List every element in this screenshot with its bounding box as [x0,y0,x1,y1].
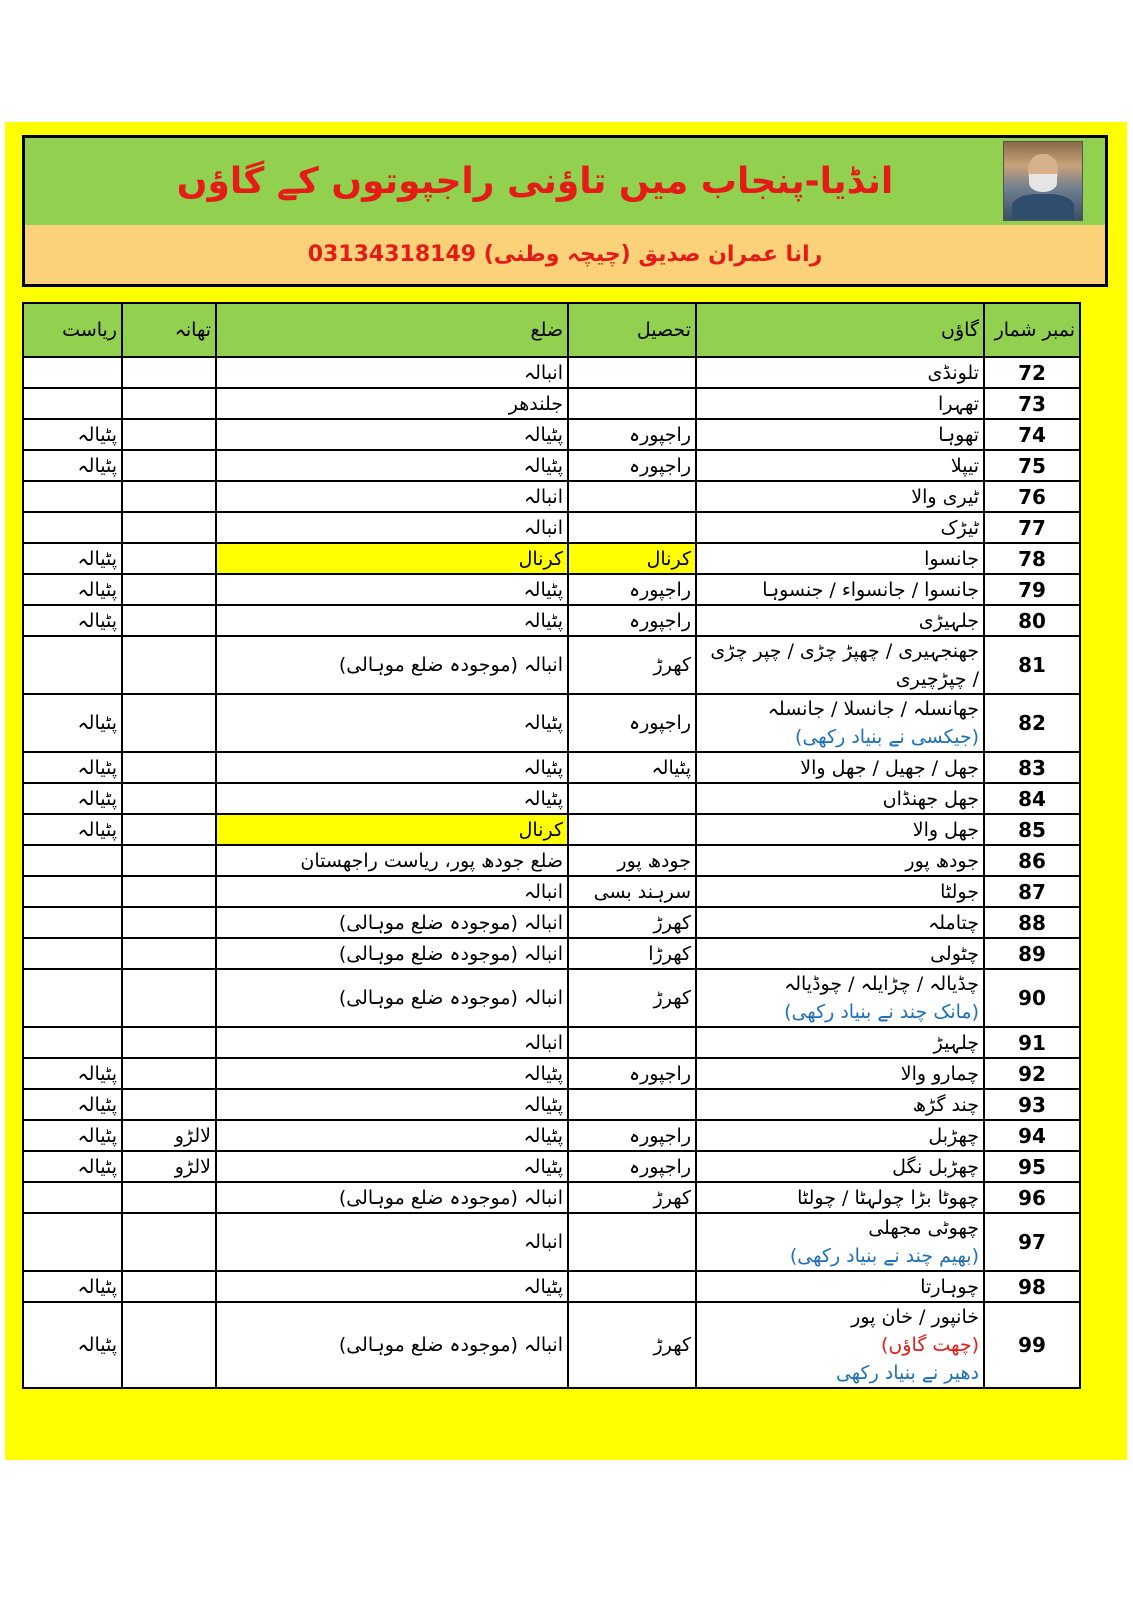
table-row [23,1213,1080,1271]
cell-district: انبالہ (موجودہ ضلع موہالی) [216,1182,568,1213]
cell-state: پٹیالہ [23,1058,122,1089]
cell-district: انبالہ [216,481,568,512]
cell-village [696,876,984,907]
cell-tehsil: کھرڑ [568,1182,696,1213]
cell-village [696,1058,984,1089]
table-row [23,907,1080,938]
cell-district: پٹیالہ [216,419,568,450]
cell-serial: 88 [984,907,1080,938]
table-row [23,636,1080,694]
table-row [23,752,1080,783]
village-name: ٹیڑک [940,516,979,539]
village-name: جانسوا [924,547,979,570]
cell-tehsil: پٹیالہ [568,752,696,783]
cell-state: پٹیالہ [23,1302,122,1388]
cell-police-station [122,450,216,481]
cell-district: ضلع جودھ پور، ریاست راجھستان [216,845,568,876]
cell-state [23,876,122,907]
cell-district: پٹیالہ [216,752,568,783]
cell-state [23,845,122,876]
cell-tehsil [568,512,696,543]
cell-police-station [122,419,216,450]
table-row [23,450,1080,481]
cell-village [696,1151,984,1182]
cell-state: پٹیالہ [23,1089,122,1120]
cell-tehsil: کرنال [568,543,696,574]
village-name: جھل / جھیل / جھل والا [800,756,979,779]
cell-village [696,938,984,969]
cell-police-station [122,574,216,605]
village-name: چٹولی [930,942,979,965]
table-row [23,1151,1080,1182]
cell-state: پٹیالہ [23,543,122,574]
village-name: چلہیڑ [933,1031,979,1054]
col-village: گاؤں [696,303,984,357]
cell-tehsil [568,814,696,845]
table-row [23,1058,1080,1089]
author-contact: رانا عمران صدیق (چیچہ وطنی) 03134318149 [307,242,823,267]
cell-district: انبالہ (موجودہ ضلع موہالی) [216,907,568,938]
villages-table [22,302,1081,1389]
cell-police-station [122,694,216,752]
table-row [23,1089,1080,1120]
table-row [23,512,1080,543]
cell-state [23,907,122,938]
village-name: تیپلا [950,454,979,477]
cell-serial: 90 [984,969,1080,1027]
table-row [23,694,1080,752]
cell-village [696,1120,984,1151]
cell-serial: 96 [984,1182,1080,1213]
cell-village [696,1089,984,1120]
village-name: جودھ پور [905,849,979,872]
cell-serial: 78 [984,543,1080,574]
cell-state: پٹیالہ [23,1151,122,1182]
table-row [23,1302,1080,1388]
cell-state [23,1182,122,1213]
cell-serial: 93 [984,1089,1080,1120]
cell-police-station [122,512,216,543]
cell-tehsil: راجپورہ [568,450,696,481]
cell-serial: 85 [984,814,1080,845]
cell-police-station: لالڑو [122,1151,216,1182]
village-name: جھل والا [912,818,979,841]
cell-tehsil [568,1271,696,1302]
cell-police-station [122,357,216,388]
cell-tehsil [568,1089,696,1120]
cell-district: انبالہ [216,512,568,543]
village-name: چھوٹی مجھلی [868,1217,979,1239]
shirt-shape [1012,194,1074,221]
cell-tehsil: راجپورہ [568,574,696,605]
cell-village [696,814,984,845]
beard-shape [1029,174,1057,192]
cell-police-station [122,1089,216,1120]
table-row [23,845,1080,876]
cell-state [23,636,122,694]
cell-tehsil [568,1213,696,1271]
cell-village [696,752,984,783]
cell-serial: 89 [984,938,1080,969]
cell-district: انبالہ [216,1213,568,1271]
cell-serial: 76 [984,481,1080,512]
cell-serial: 79 [984,574,1080,605]
cell-serial: 72 [984,357,1080,388]
cell-police-station [122,605,216,636]
cell-serial: 98 [984,1271,1080,1302]
cell-state [23,512,122,543]
village-founder-note: (مانک چند نے بنیاد رکھی) [784,1001,979,1023]
cell-state: پٹیالہ [23,574,122,605]
table-row [23,357,1080,388]
cell-police-station [122,938,216,969]
table-row [23,1271,1080,1302]
cell-tehsil [568,1027,696,1058]
cell-serial: 84 [984,783,1080,814]
cell-serial: 97 [984,1213,1080,1271]
cell-village [696,1182,984,1213]
table-row [23,605,1080,636]
village-name: تلونڈی [927,361,979,384]
cell-district: پٹیالہ [216,694,568,752]
cell-district: پٹیالہ [216,1089,568,1120]
cell-district: پٹیالہ [216,574,568,605]
cell-state [23,481,122,512]
village-name: جھانسلہ / جانسلا / جانسلہ [767,698,979,720]
cell-serial: 86 [984,845,1080,876]
table-row [23,481,1080,512]
table-header-row [23,303,1080,357]
cell-village [696,605,984,636]
village-name: چند گڑھ [912,1093,979,1116]
cell-village [696,1027,984,1058]
cell-village [696,574,984,605]
cell-district: پٹیالہ [216,450,568,481]
village-name: تھوہا [938,423,979,446]
cell-district: پٹیالہ [216,1151,568,1182]
cell-state: پٹیالہ [23,419,122,450]
cell-serial: 73 [984,388,1080,419]
village-name: تھہرا [938,392,979,415]
cell-district: انبالہ (موجودہ ضلع موہالی) [216,1302,568,1388]
cell-tehsil: سرہند بسی [568,876,696,907]
village-name: چوہارتا [920,1275,979,1298]
table-row [23,419,1080,450]
contact-band [25,225,1105,284]
cell-police-station [122,845,216,876]
cell-police-station [122,1058,216,1089]
cell-district: انبالہ [216,876,568,907]
cell-village [696,1302,984,1388]
cell-state: پٹیالہ [23,783,122,814]
cell-state: پٹیالہ [23,1271,122,1302]
cell-state [23,1213,122,1271]
cell-tehsil: راجپورہ [568,419,696,450]
cell-district: انبالہ [216,357,568,388]
cell-village [696,845,984,876]
title-band [25,138,1105,227]
cell-tehsil: کھرڑ [568,969,696,1027]
col-serial: نمبر شمار [984,303,1080,357]
cell-serial: 74 [984,419,1080,450]
cell-state [23,938,122,969]
cell-district: انبالہ (موجودہ ضلع موہالی) [216,969,568,1027]
cell-serial: 75 [984,450,1080,481]
cell-tehsil: کھرڑ [568,1302,696,1388]
cell-state: پٹیالہ [23,814,122,845]
cell-district: انبالہ (موجودہ ضلع موہالی) [216,636,568,694]
cell-tehsil: کھرڑ [568,907,696,938]
cell-police-station [122,876,216,907]
cell-police-station [122,783,216,814]
table-row [23,543,1080,574]
cell-police-station [122,969,216,1027]
table-row [23,1027,1080,1058]
cell-state: پٹیالہ [23,752,122,783]
cell-police-station [122,1027,216,1058]
cell-tehsil [568,783,696,814]
village-red-note: (چھت گاؤں) [881,1334,979,1356]
cell-serial: 99 [984,1302,1080,1388]
col-police-station: تھانہ [122,303,216,357]
cell-district: کرنال [216,543,568,574]
cell-district: انبالہ (موجودہ ضلع موہالی) [216,938,568,969]
village-name: جولٹا [940,880,979,903]
cell-police-station [122,388,216,419]
village-founder-note: (بھیم چند نے بنیاد رکھی) [789,1245,979,1267]
cell-state: پٹیالہ [23,1120,122,1151]
col-tehsil: تحصیل [568,303,696,357]
cell-state: پٹیالہ [23,450,122,481]
cell-serial: 87 [984,876,1080,907]
cell-village [696,694,984,752]
village-name: چمارو والا [900,1062,979,1085]
cell-tehsil: راجپورہ [568,694,696,752]
cell-district: پٹیالہ [216,1271,568,1302]
cell-tehsil: کھرڑا [568,938,696,969]
cell-village [696,969,984,1027]
cell-village [696,636,984,694]
village-name: چھوٹا بڑا چولہٹا / چولٹا [797,1186,979,1209]
cell-serial: 91 [984,1027,1080,1058]
cell-tehsil [568,481,696,512]
cell-state [23,357,122,388]
table-row [23,783,1080,814]
cell-serial: 94 [984,1120,1080,1151]
cell-serial: 92 [984,1058,1080,1089]
cell-tehsil: راجپورہ [568,605,696,636]
cell-district: جلندھر [216,388,568,419]
author-photo [1003,141,1083,221]
village-founder-note: (جیکسی نے بنیاد رکھی) [795,726,979,748]
cell-serial: 80 [984,605,1080,636]
cell-district: پٹیالہ [216,605,568,636]
cell-district: پٹیالہ [216,1120,568,1151]
cell-village [696,1271,984,1302]
cell-serial: 82 [984,694,1080,752]
cell-tehsil: راجپورہ [568,1058,696,1089]
cell-village [696,450,984,481]
cell-police-station: لالڑو [122,1120,216,1151]
cell-tehsil: جودھ پور [568,845,696,876]
cell-police-station [122,543,216,574]
cell-district: پٹیالہ [216,1058,568,1089]
table-row [23,1182,1080,1213]
cell-tehsil [568,388,696,419]
cell-village [696,783,984,814]
cell-state [23,1027,122,1058]
cell-tehsil [568,357,696,388]
village-name: چھڑبل نگل [892,1155,979,1178]
table-row [23,876,1080,907]
village-founder-note: دھیر نے بنیاد رکھی [835,1362,979,1384]
col-state: ریاست [23,303,122,357]
village-name: خانپور / خان پور [851,1306,979,1328]
cell-district: کرنال [216,814,568,845]
village-name: ٹیری والا [911,485,979,508]
cell-police-station [122,1182,216,1213]
cell-police-station [122,636,216,694]
cell-village [696,419,984,450]
cell-police-station [122,481,216,512]
cell-village [696,481,984,512]
table-row [23,814,1080,845]
cell-tehsil: کھرڑ [568,636,696,694]
cell-police-station [122,1302,216,1388]
table-row [23,969,1080,1027]
table-row [23,388,1080,419]
cell-state [23,969,122,1027]
cell-village [696,357,984,388]
cell-village [696,1213,984,1271]
cell-police-station [122,1213,216,1271]
cell-village [696,512,984,543]
village-name: جانسوا / جانسواء / جنسوہا [762,578,979,601]
village-name: چتاملہ [928,911,979,934]
cell-district: پٹیالہ [216,783,568,814]
village-name: جلہیڑی [918,609,979,632]
cell-serial: 83 [984,752,1080,783]
table-row [23,938,1080,969]
col-district: ضلع [216,303,568,357]
cell-state: پٹیالہ [23,694,122,752]
village-name: جھنجہیری / چھپڑ چڑی / چپر چڑی / چپڑچیری [710,640,979,690]
cell-district: انبالہ [216,1027,568,1058]
cell-police-station [122,907,216,938]
cell-tehsil: راجپورہ [568,1120,696,1151]
cell-state [23,388,122,419]
cell-village [696,907,984,938]
cell-serial: 95 [984,1151,1080,1182]
cell-serial: 77 [984,512,1080,543]
cell-village [696,543,984,574]
cell-tehsil: راجپورہ [568,1151,696,1182]
header [22,135,1108,287]
table-row [23,574,1080,605]
page-title: انڈیا-پنجاب میں تاؤنی راجپوتوں کے گاؤں [176,161,894,202]
cell-village [696,388,984,419]
village-name: چڈیالہ / چڑایلہ / چوڈیالہ [784,973,979,995]
cell-serial: 81 [984,636,1080,694]
cell-police-station [122,814,216,845]
cell-police-station [122,1271,216,1302]
table-row [23,1120,1080,1151]
village-name: چھڑبل [928,1124,979,1147]
cell-state: پٹیالہ [23,605,122,636]
village-name: جھل جھنڈاں [882,787,979,810]
cell-police-station [122,752,216,783]
